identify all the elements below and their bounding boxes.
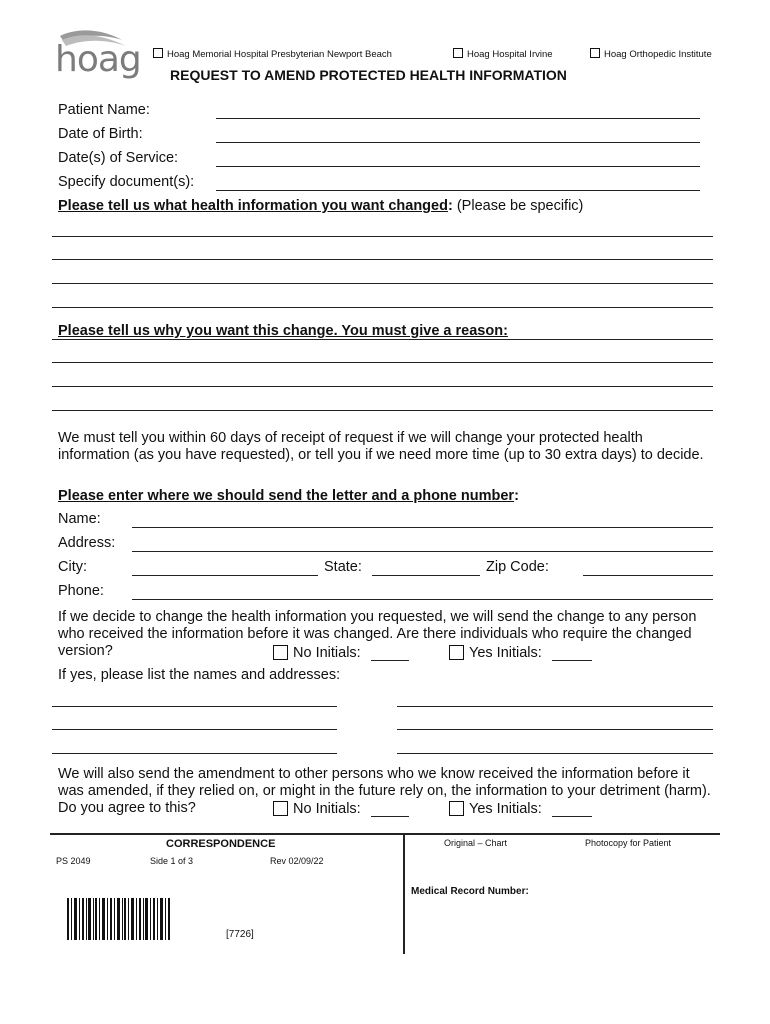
option-newport-beach-label: Hoag Memorial Hospital Presbyterian Newport Beach	[167, 49, 392, 60]
send-name-label: Name:	[58, 511, 101, 527]
amendment-yes-initials-field[interactable]	[552, 816, 592, 817]
footer-form-code: PS 2049	[56, 856, 91, 866]
send-city-label: City:	[58, 559, 87, 575]
send-city-field[interactable]	[132, 575, 318, 576]
dob-label: Date of Birth:	[58, 126, 143, 142]
footer-divider	[50, 833, 720, 835]
logo-wordmark: hoag	[55, 39, 141, 80]
checkbox-newport-beach[interactable]	[153, 48, 163, 58]
send-address-field[interactable]	[132, 551, 713, 552]
dob-field[interactable]	[216, 142, 700, 143]
send-name-field[interactable]	[132, 527, 713, 528]
send-state-field[interactable]	[372, 575, 480, 576]
barcode-number: [7726]	[226, 929, 254, 940]
send-phone-label: Phone:	[58, 583, 104, 599]
individual-name-line-2[interactable]	[52, 729, 337, 730]
change-heading	[58, 198, 583, 215]
send-state-label: State:	[324, 559, 362, 575]
send-phone-field[interactable]	[132, 599, 713, 600]
individual-name-line-1[interactable]	[52, 706, 337, 707]
reason-line-2[interactable]	[52, 362, 713, 363]
reason-line-1[interactable]	[52, 339, 713, 340]
checkbox-orthopedic[interactable]	[590, 48, 600, 58]
footer-side: Side 1 of 3	[150, 856, 194, 866]
footer-vertical-divider	[403, 834, 405, 954]
individual-address-line-3[interactable]	[397, 753, 713, 754]
individuals-yes-initials-field[interactable]	[552, 660, 592, 661]
amendment-no-initials-field[interactable]	[371, 816, 409, 817]
option-irvine[interactable]	[453, 48, 553, 61]
form-title: REQUEST TO AMEND PROTECTED HEALTH INFORMATION	[170, 67, 567, 83]
amendment-no-checkbox[interactable]	[273, 801, 288, 816]
send-heading-colon: :	[514, 488, 519, 504]
medical-record-number-label: Medical Record Number:	[411, 886, 529, 897]
footer-revision: Rev 02/09/22	[270, 856, 324, 866]
send-zip-label: Zip Code:	[486, 559, 549, 575]
change-heading-colon: :	[447, 198, 453, 214]
individuals-list-label: If yes, please list the names and addresses:	[58, 667, 341, 683]
individuals-yes-label: Yes Initials:	[469, 645, 542, 661]
change-line-2[interactable]	[52, 259, 713, 260]
send-zip-field[interactable]	[583, 575, 713, 576]
reason-line-3[interactable]	[52, 386, 713, 387]
option-irvine-label: Hoag Hospital Irvine	[467, 49, 553, 60]
reason-heading-text: Please tell us why you want this change. You must give a reason:	[58, 323, 508, 339]
service-dates-label: Date(s) of Service:	[58, 150, 179, 166]
reason-heading	[58, 323, 508, 340]
barcode	[67, 898, 171, 940]
send-address-label: Address:	[58, 535, 116, 551]
amendment-yes-checkbox[interactable]	[449, 801, 464, 816]
patient-name-label: Patient Name:	[58, 102, 150, 118]
option-orthopedic-label: Hoag Orthopedic Institute	[604, 49, 712, 60]
footer-category: CORRESPONDENCE	[166, 838, 276, 850]
amendment-question: We will also send the amendment to other persons who we know received the information before it was amended, if they relied on, or might in the future rely on, the information to your detriment (harm). Do you agree to this?	[58, 766, 711, 816]
barcode-icon	[67, 898, 171, 940]
patient-name-field[interactable]	[216, 118, 700, 119]
individuals-question: If we decide to change the health information you requested, we will send the change to any person who received the information before it was changed. Are there individuals who require the changed version?	[58, 609, 697, 659]
checkbox-irvine[interactable]	[453, 48, 463, 58]
documents-field[interactable]	[216, 190, 700, 191]
amendment-no-label: No Initials:	[293, 801, 361, 817]
amendment-yes-label: Yes Initials:	[469, 801, 542, 817]
individual-name-line-3[interactable]	[52, 753, 337, 754]
option-newport-beach[interactable]	[153, 48, 392, 61]
send-heading	[58, 488, 519, 505]
individual-address-line-2[interactable]	[397, 729, 713, 730]
service-dates-field[interactable]	[216, 166, 700, 167]
individual-address-line-1[interactable]	[397, 706, 713, 707]
documents-label: Specify document(s):	[58, 174, 195, 190]
reason-line-4[interactable]	[52, 410, 713, 411]
change-heading-text: Please tell us what health information you want changed	[58, 198, 448, 214]
option-orthopedic[interactable]	[590, 48, 712, 61]
footer-original-chart: Original – Chart	[444, 838, 508, 848]
send-heading-text: Please enter where we should send the letter and a phone number	[58, 488, 515, 504]
change-line-1[interactable]	[52, 236, 713, 237]
individuals-no-checkbox[interactable]	[273, 645, 288, 660]
footer-photocopy: Photocopy for Patient	[585, 838, 672, 848]
individuals-no-initials-field[interactable]	[371, 660, 409, 661]
individuals-yes-checkbox[interactable]	[449, 645, 464, 660]
change-line-4[interactable]	[52, 307, 713, 308]
barcode-number-value: 7726	[228, 929, 252, 940]
response-notice: We must tell you within 60 days of receipt of request if we will change your protected health information (as you have requested), or tell you if we need more time (up to 30 extra days) to decide.	[58, 430, 704, 463]
change-line-3[interactable]	[52, 283, 713, 284]
individuals-no-label: No Initials:	[293, 645, 361, 661]
change-hint: (Please be specific)	[452, 198, 584, 214]
